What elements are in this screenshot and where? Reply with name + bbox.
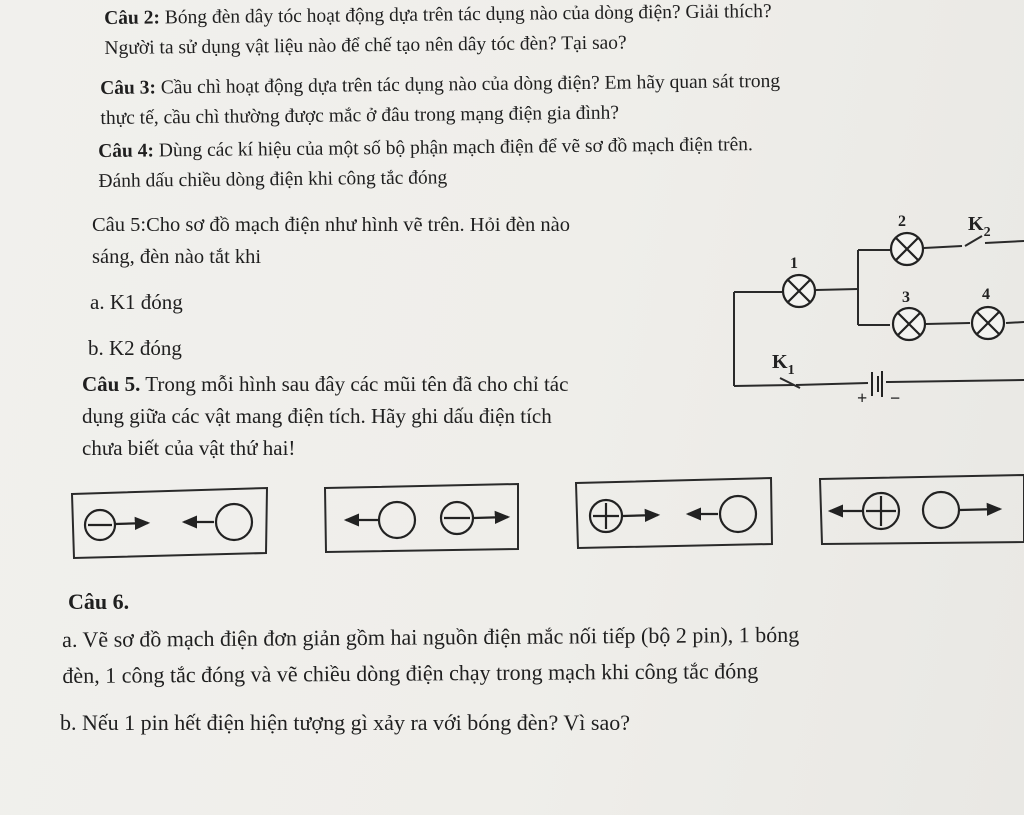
switch-k2-label (968, 213, 991, 240)
battery-icon (872, 371, 882, 397)
question-2-label: Câu 2: (104, 7, 161, 29)
lamp-3-icon (893, 308, 925, 340)
lamp-3-label: 3 (902, 289, 910, 306)
box-2-minus-charge-icon (441, 502, 473, 534)
question-5b-line-2: dụng giữa các vật mang điện tích. Hãy ghi dấu điện tích (82, 404, 552, 428)
box-3-arrow-right-icon (623, 515, 658, 516)
question-5-line-1: Câu 5:Cho sơ đồ mạch điện như hình vẽ trên. Hỏi đèn nào (92, 214, 570, 236)
box-4-unknown-charge-icon (923, 492, 959, 528)
box-3-plus-charge-icon (590, 500, 622, 532)
question-3-line-2: thực tế, cầu chì thường được mắc ở đâu trong mạng điện gia đình? (100, 102, 620, 129)
lamp-1-icon (783, 275, 815, 307)
question-2-line-1: Bóng đèn dây tóc hoạt động dựa trên tác dụng nào của dòng điện? Giải thích? (159, 1, 772, 29)
question-6a-line-2: đèn, 1 công tắc đóng và vẽ chiều dòng điện chạy trong mạch khi công tắc đóng (62, 658, 759, 688)
box-1-minus-charge-icon (85, 510, 115, 540)
question-4-line-2: Đánh dấu chiều dòng điện khi công tắc đóng (98, 167, 448, 192)
lamp-4-label: 4 (982, 286, 990, 303)
lamp-1-label: 1 (790, 255, 798, 272)
switch-k2-letter: K (968, 213, 984, 235)
battery-minus-label: − (890, 388, 901, 408)
box-2-unknown-charge-icon (379, 502, 415, 538)
question-6a-line-1: a. Vẽ sơ đồ mạch điện đơn giản gồm hai nguồn điện mắc nối tiếp (bộ 2 pin), 1 bóng (62, 621, 800, 652)
lamp-2-icon (891, 233, 923, 265)
question-6-title: Câu 6. (68, 589, 130, 614)
switch-k2-subscript: 2 (983, 225, 991, 240)
box-1-arrow-right-icon (115, 523, 148, 524)
box-2-arrow-right-icon (474, 517, 508, 518)
question-6-part-a (62, 617, 800, 694)
question-3-line-1: Cầu chì hoạt động dựa trên tác dụng nào của dòng điện? Em hãy quan sát trong (155, 70, 781, 99)
question-5b-label: Câu 5. (82, 372, 141, 396)
lamp-2-label: 2 (898, 213, 906, 230)
question-2-line-2: Người ta sử dụng vật liệu nào để chế tạo nên dây tóc đèn? Tại sao? (104, 32, 627, 59)
box-1-unknown-charge-icon (216, 504, 252, 540)
question-6-part-b: b. Nếu 1 pin hết điện hiện tượng gì xảy ra với bóng đèn? Vì sao? (60, 710, 631, 735)
question-5-line-2: sáng, đèn nào tắt khi (92, 246, 262, 268)
box-3-unknown-charge-icon (720, 496, 756, 532)
charge-box-1 (72, 488, 267, 558)
switch-k1 (780, 378, 800, 388)
question-5-option-b: b. K2 đóng (88, 336, 182, 360)
question-3-label: Câu 3: (100, 77, 157, 99)
switch-k1-label (772, 351, 795, 378)
question-4-line-1: Dùng các kí hiệu của một số bộ phận mạch điện để vẽ sơ đồ mạch điện trên. (153, 134, 753, 162)
battery-plus-label: + (857, 388, 868, 408)
box-4-arrow-right-icon (960, 509, 1000, 510)
switch-k1-subscript: 1 (787, 363, 795, 378)
switch-k1-letter: K (772, 351, 788, 373)
question-5b-line-1: Trong mỗi hình sau đây các mũi tên đã cho chỉ tác (140, 372, 569, 396)
question-5b-line-3: chưa biết của vật thứ hai! (82, 436, 296, 460)
question-5-option-a: a. K1 đóng (90, 290, 183, 314)
lamp-4-icon (972, 307, 1004, 339)
box-4-plus-charge-icon (863, 493, 899, 529)
question-4-label: Câu 4: (98, 140, 155, 162)
